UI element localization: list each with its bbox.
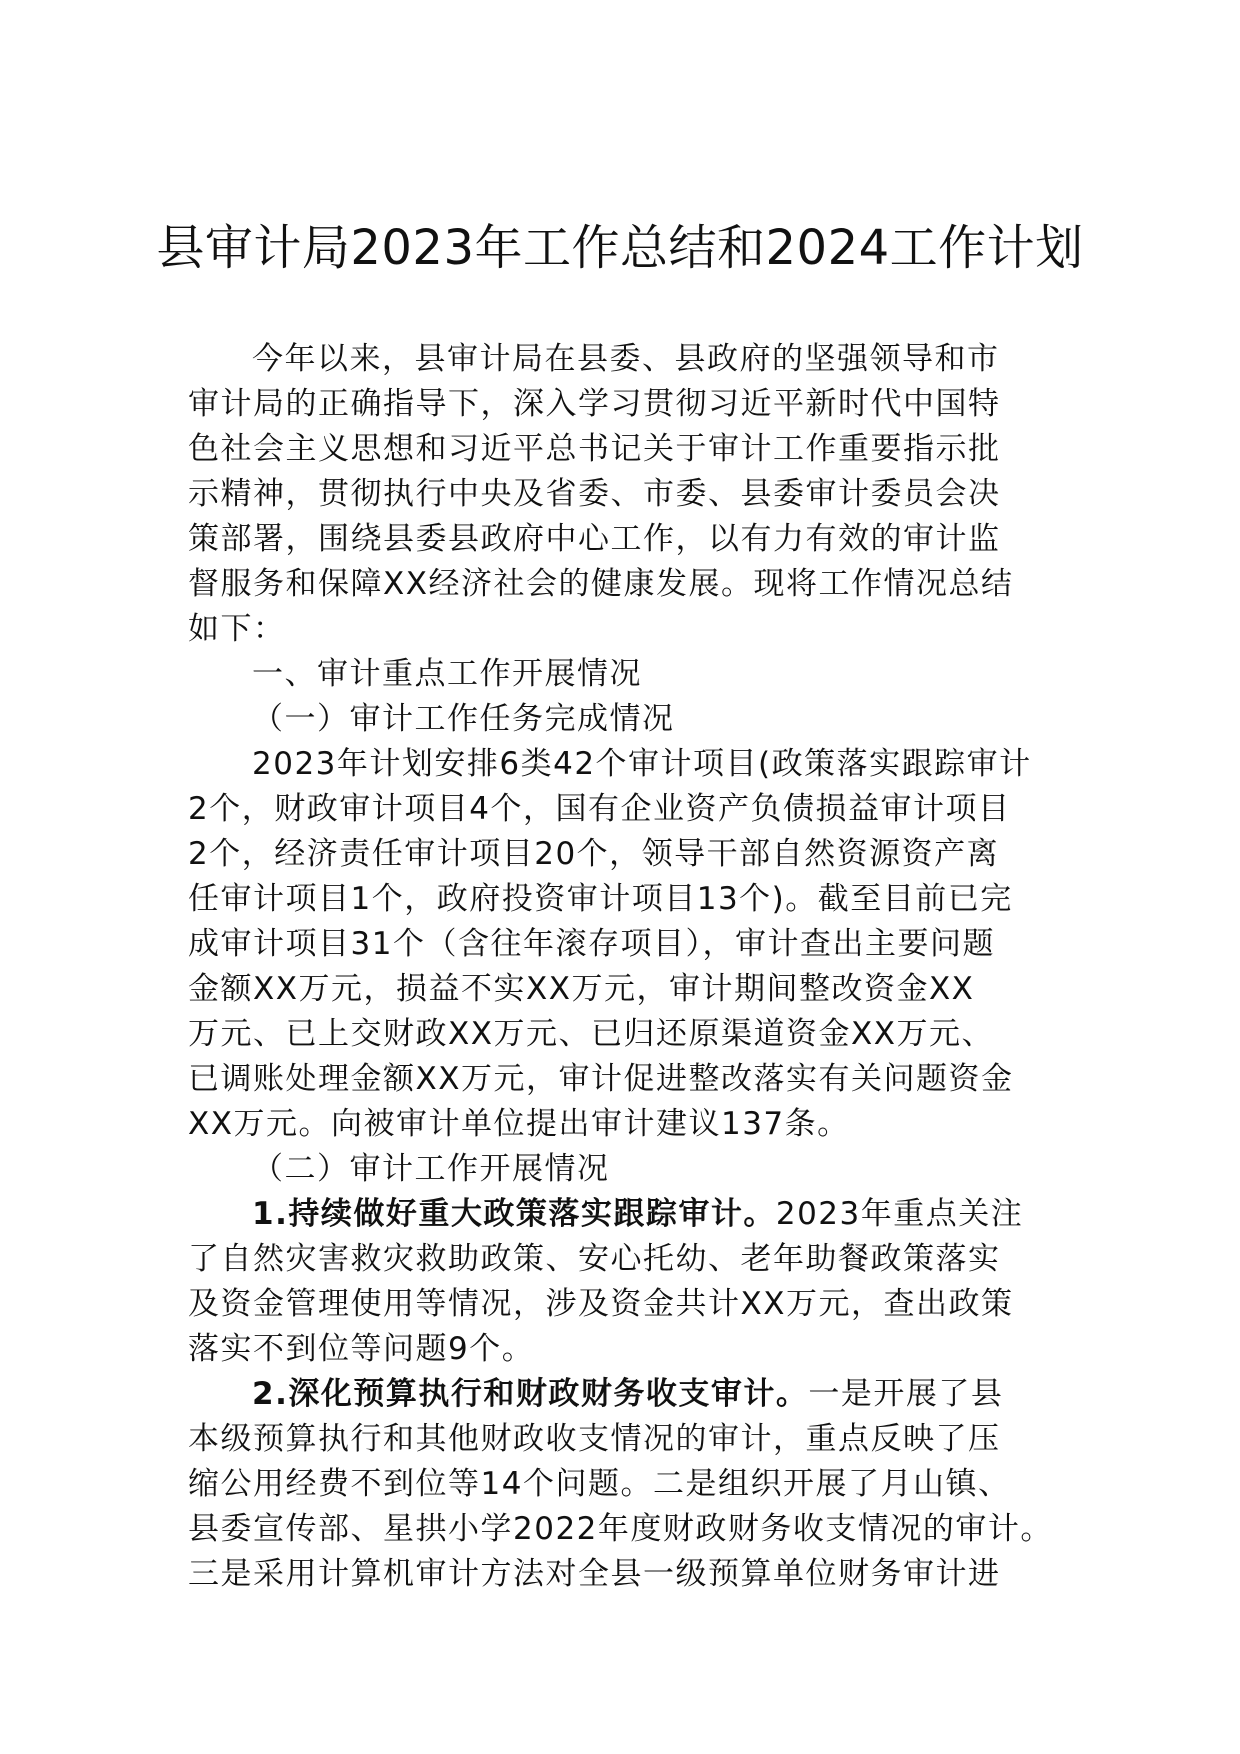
line-text: 金额XX万元，损益不实XX万元，审计期间整改资金XX [188,971,975,1007]
text-line [188,697,1068,742]
line-text: 今年以来，县审计局在县委、县政府的坚强领导和市 [252,341,1000,377]
line-text: 策部署，围绕县委县政府中心工作，以有力有效的审计监 [188,521,1001,557]
line-text: 色社会主义思想和习近平总书记关于审计工作重要指示批 [188,431,1001,467]
text-line [188,607,1068,652]
line-text: 一、审计重点工作开展情况 [252,656,642,692]
text-line [188,1507,1068,1552]
line-text: 缩公用经费不到位等14个问题。二是组织开展了月山镇、 [188,1466,1011,1502]
text-line [188,517,1068,562]
line-text: （二）审计工作开展情况 [252,1151,610,1187]
line-text: 2个，财政审计项目4个，国有企业资产负债损益审计项目 [188,791,1011,827]
line-text: XX万元。向被审计单位提出审计建议137条。 [188,1106,850,1142]
text-line [188,472,1068,517]
line-text: （一）审计工作任务完成情况 [252,701,675,737]
text-line [188,427,1068,472]
line-text: 三是采用计算机审计方法对全县一级预算单位财务审计进 [188,1556,1001,1592]
bold-heading: 1.持续做好重大政策落实跟踪审计。 [252,1196,776,1232]
line-text: 任审计项目1个，政府投资审计项目13个)。截至目前已完 [188,881,1013,917]
line-text: 2个，经济责任审计项目20个，领导干部自然资源资产离 [188,836,1000,872]
document-body [188,337,1068,1597]
line-text: 如下： [188,611,286,647]
text-line [188,1237,1068,1282]
bold-heading: 2.深化预算执行和财政财务收支审计。 [252,1376,809,1412]
text-line [188,1372,1068,1417]
line-text: 了自然灾害救灾救助政策、安心托幼、老年助餐政策落实 [188,1241,1001,1277]
text-line [188,337,1068,382]
document-title: 县审计局2023年工作总结和2024工作计划 [156,220,1084,276]
line-text: 落实不到位等问题9个。 [188,1331,535,1367]
text-line [188,1552,1068,1597]
line-text: 县委宣传部、星拱小学2022年度财政财务收支情况的审计。 [188,1511,1053,1547]
line-text: 成审计项目31个（含往年滚存项目），审计查出主要问题 [188,926,995,962]
text-line [188,967,1068,1012]
text-line [188,832,1068,877]
text-line [188,652,1068,697]
line-text: 示精神，贯彻执行中央及省委、市委、县委审计委员会决 [188,476,1001,512]
text-line [188,1102,1068,1147]
text-line [188,1327,1068,1372]
line-text: 本级预算执行和其他财政收支情况的审计，重点反映了压 [188,1421,1001,1457]
line-text: 及资金管理使用等情况，涉及资金共计XX万元，查出政策 [188,1286,1014,1322]
line-text: 2023年重点关注 [775,1196,1024,1232]
text-line [188,1462,1068,1507]
line-text: 万元、已上交财政XX万元、已归还原渠道资金XX万元、 [188,1016,994,1052]
text-line [188,1012,1068,1057]
text-line [188,742,1068,787]
text-line [188,1282,1068,1327]
text-line [188,877,1068,922]
text-line [188,1057,1068,1102]
text-line [188,562,1068,607]
text-line [188,1417,1068,1462]
text-line [188,922,1068,967]
line-text: 2023年计划安排6类42个审计项目(政策落实跟踪审计 [252,746,1032,782]
text-line [188,382,1068,427]
line-text: 督服务和保障XX经济社会的健康发展。现将工作情况总结 [188,566,1014,602]
text-line [188,1147,1068,1192]
line-text: 已调账处理金额XX万元，审计促进整改落实有关问题资金 [188,1061,1014,1097]
text-line [188,787,1068,832]
text-line [188,1192,1068,1237]
line-text: 审计局的正确指导下，深入学习贯彻习近平新时代中国特 [188,386,1001,422]
line-text: 一是开展了县 [808,1376,1004,1412]
